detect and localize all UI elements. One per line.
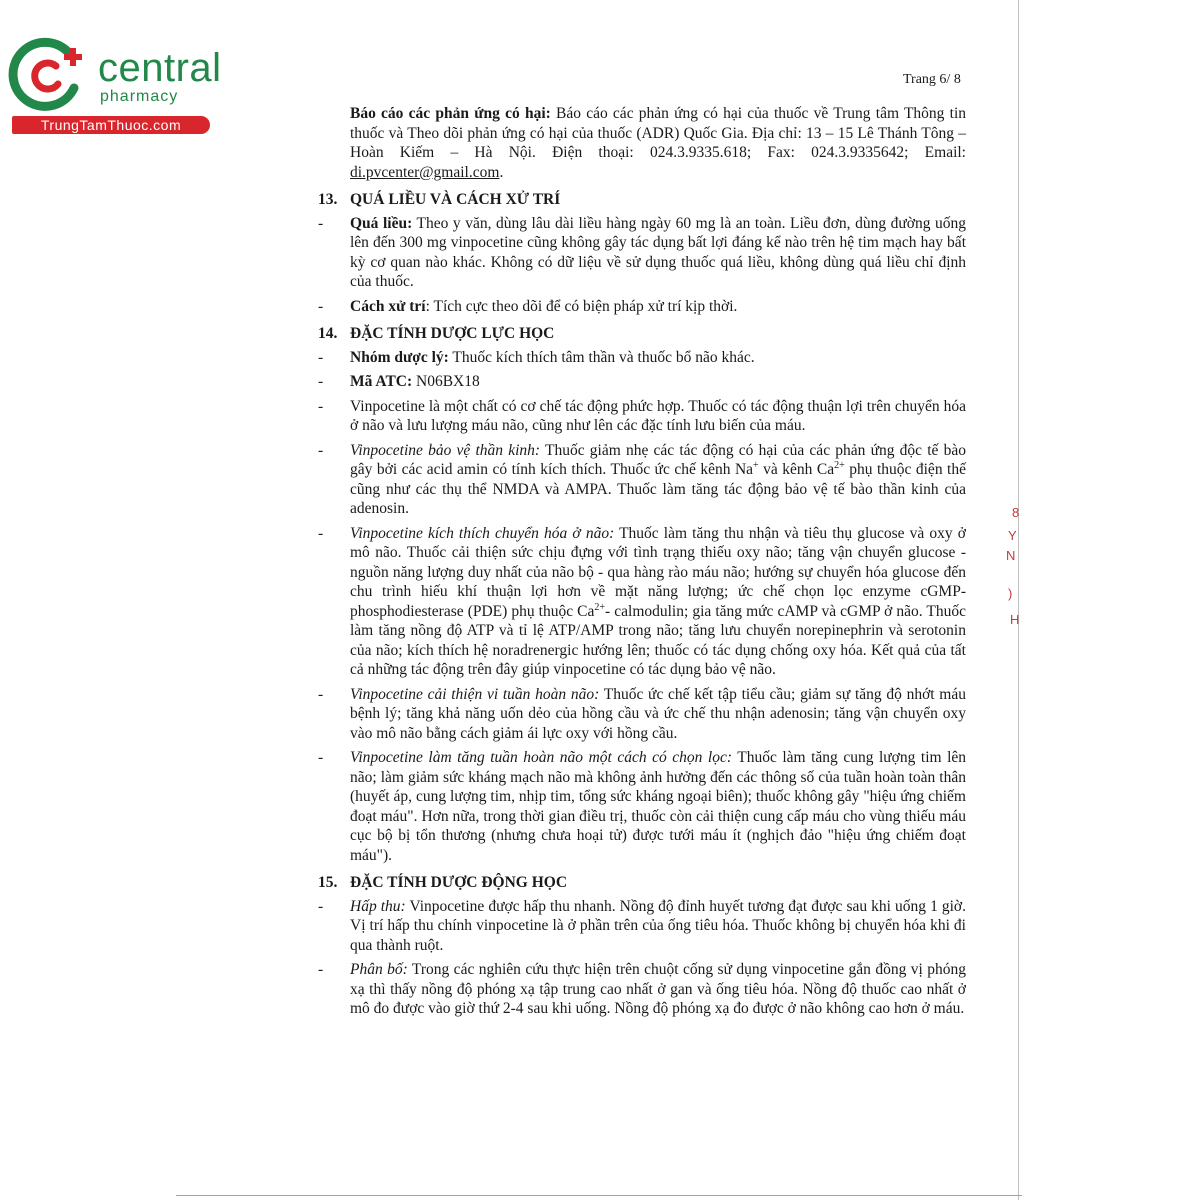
adr-report-paragraph: Báo cáo các phản ứng có hại: Báo cáo các phản ứng có hại của thuốc về Trung tâm Thông tin thuốc và Theo dõi phản ứng có hại của thuốc (ADR) Quốc Gia. Địa chỉ: 13 – 15 Lê Thánh Tông – Hoàn Kiếm – Hà Nội. Điện thoại: 024.3.9335.618; Fax: 024.3.9335642; Email: di.pvcenter@gmail.com. (350, 105, 966, 181)
page-edge-divider (1018, 0, 1019, 1200)
list-item-pharmacologic-group: - Nhóm dược lý: Thuốc kích thích tâm thần và thuốc bổ não khác. (318, 348, 755, 366)
logo-subtitle: pharmacy (100, 88, 179, 105)
logo-name: central (98, 46, 222, 90)
list-item-neuroprotection: - Vinpocetine bảo vệ thần kinh: Thuốc giảm nhẹ các tác động có hại của các phản ứng độc tế bào gây bởi các acid amin có tính kích thích. Thuốc ức chế kênh Na+ và kênh $Ca^{2+}$ phụ thuộc điện thế cũng như các thụ thể NMDA và AMPA. Thuốc làm tăng tác động bảo vệ tế bào thần kinh của adenosin. (318, 441, 966, 517)
footer-divider (176, 1195, 1022, 1196)
list-item-atc-code: - Mã ATC: N06BX18 (318, 373, 480, 390)
list-item-selective-circulation: - Vinpocetine làm tăng tuần hoàn não một cách có chọn lọc: Thuốc làm tăng cung lượng tim lên não; làm giảm sức kháng mạch não mà không ảnh hưởng đến các thông số của tuần hoàn toàn thân (huyết áp, cung lượng tim, nhịp tim, tổng sức kháng ngoại biên); thuốc không gây "hiệu ứng chiếm đoạt máu". Hơn nữa, trong thời gian điều trị, thuốc còn cải thiện cung cấp máu cho vùng thiếu máu cục bộ bị tổn thương (nhưng chưa hoại tử) được tưới máu ít (nghịch đảo "hiệu ứng chiếm đoạt máu"). (318, 749, 967, 864)
email-link[interactable]: di.pvcenter@gmail.com (350, 163, 500, 181)
list-item-absorption: - Hấp thu: Vinpocetine được hấp thu nhanh. Nồng độ đỉnh huyết tương đạt được sau khi uống 1 giờ. Vị trí hấp thu chính vinpocetine là ở phần trên của ống tiêu hóa. Thuốc không bị chuyển hóa khi đi qua thành ruột. (318, 897, 966, 954)
list-item-mechanism: - Vinpocetine là một chất có cơ chế tác động phức hợp. Thuốc có tác động thuận lợi trên chuyển hóa ở não và lưu lượng máu não, cũng như lên các đặc tính lưu biến của máu. (318, 397, 966, 434)
section-13-heading: 13. QUÁ LIỀU VÀ CÁCH XỬ TRÍ (318, 191, 561, 208)
list-item-distribution: - Phân bố: Trong các nghiên cứu thực hiện trên chuột cống sử dụng vinpocetine gắn đồng vị phóng xạ thì thấy nồng độ phóng xạ tập trung cao nhất ở gan và ống tiêu hóa. Nồng độ thuốc cao nhất ở mô đo được vào giờ thứ 2-4 sau khi uống. Nồng độ phóng xạ đo được ở não không cao hơn ở máu. (318, 961, 966, 1017)
stamp-fragment: 8 (1012, 505, 1020, 520)
section-14-heading: 14. ĐẶC TÍNH DƯỢC LỰC HỌC (318, 325, 555, 342)
page-number: Trang 6/ 8 (903, 72, 961, 87)
stamp-fragment: Y (1008, 528, 1017, 543)
stamp-fragment: H (1010, 612, 1020, 627)
list-item-treatment: - Cách xử trí: Tích cực theo dõi để có biện pháp xử trí kịp thời. (318, 297, 738, 315)
list-item-metabolism: - Vinpocetine kích thích chuyển hóa ở não: Thuốc làm tăng thu nhận và tiêu thụ glucose và oxy ở mô não. Thuốc cải thiện sức chịu đựng với tình trạng thiếu oxy não; tăng vận chuyển glucose - nguồn năng lượng duy nhất của não bộ - qua hàng rào máu não; hướng sự chuyển hóa glucose đến chu trình hiếu khí thuận lợi hơn về mặt năng lượng; ức chế chọn lọc enzyme cGMP- phosphodiesterase (PDE) phụ thuộc $Ca^{2+}-$ calmodulin; gia tăng mức cAMP và cGMP ở não. Thuốc làm tăng nồng độ ATP và tỉ lệ ATP/AMP trong não; tăng lưu chuyển norepinephrin và serotonin của não; kích thích hệ noradrenergic hướng lên; thuốc có tác dụng chống oxy hóa. Kết quả của tất cả những tác động trên đây giúp vinpocetine có tác dụng bảo vệ não. (318, 524, 966, 678)
logo-mark-icon (8, 36, 94, 114)
list-item-overdose: - Quá liều: Theo y văn, dùng lâu dài liều hàng ngày 60 mg là an toàn. Liều đơn, dùng đường uống lên đến 300 mg vinpocetine cũng không gây tác dụng bất lợi đáng kể nào trên hệ tim mạch hay bất kỳ cơ quan nào khác. Không có dữ liệu về sử dụng thuốc quá liều, không dùng quá liều chỉ định của thuốc. (318, 214, 967, 290)
list-item-microcirculation: - Vinpocetine cải thiện vi tuần hoàn não: Thuốc ức chế kết tập tiểu cầu; giảm sự tăng độ nhớt máu bệnh lý; tăng khả năng uốn dẻo của hồng cầu và ức chế thu nhận adenosin; tăng vận chuyển oxy vào mô não bằng cách giảm ái lực oxy với hồng cầu. (318, 685, 966, 742)
section-15-heading: 15. ĐẶC TÍNH DƯỢC ĐỘNG HỌC (318, 874, 568, 891)
logo-website-banner: TrungTamThuoc.com (12, 116, 210, 134)
pharmacy-logo (8, 36, 223, 136)
document-body (318, 104, 966, 1024)
stamp-fragment: ) (1008, 586, 1013, 601)
stamp-fragment: N (1006, 548, 1016, 563)
